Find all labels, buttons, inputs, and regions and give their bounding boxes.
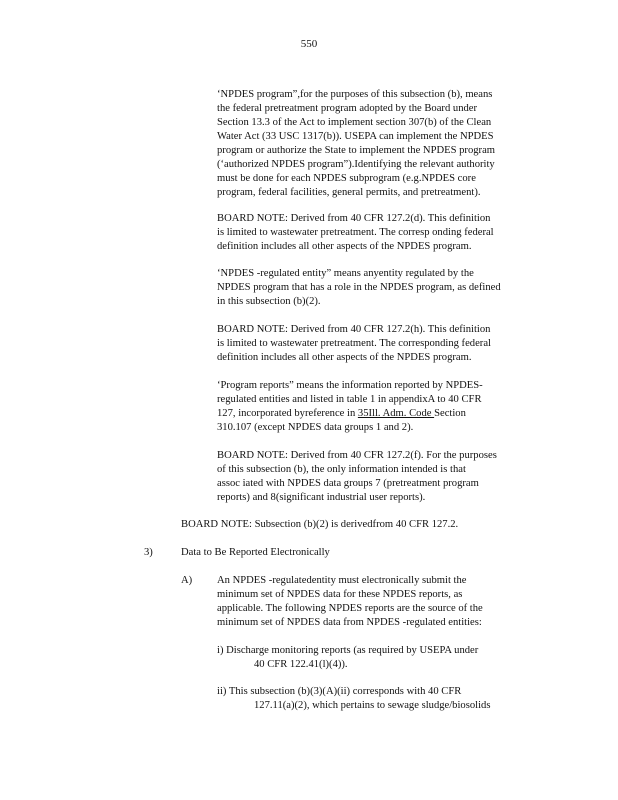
definition-npdes-regulated-entity (217, 267, 535, 309)
definition-npdes-program (217, 88, 535, 200)
text-line: reports) and 8(significant industrial user reports). (217, 492, 426, 503)
board-note-program-reports (217, 449, 535, 505)
text-line: (‘authorized NPDES program”).Identifying the relevant authority (217, 159, 495, 170)
text-line: ‘NPDES -regulated entity” means anyentity regulated by the (217, 268, 474, 279)
text-line: minimum set of NPDES data for these NPDES reports, as (217, 589, 463, 600)
section-title: Data to Be Reported Electronically (181, 547, 330, 558)
text-line: minimum set of NPDES data from NPDES -regulated entities: (217, 617, 482, 628)
text-line: definition includes all other aspects of the NPDES program. (217, 352, 472, 363)
text-line: assoc iated with NPDES data groups 7 (pretreatment program (217, 478, 479, 489)
section-number: 3) (144, 547, 153, 558)
text-line: ‘Program reports” means the information reported by NPDES- (217, 380, 483, 391)
text-line: An NPDES -regulatedentity must electronically submit the (217, 575, 467, 586)
text-line: Section 13.3 of the Act to implement section 307(b) of the Clean (217, 117, 492, 128)
text-line: ii) This subsection (b)(3)(A)(ii) corresponds with 40 CFR (217, 686, 462, 697)
list-item (217, 685, 535, 713)
board-note-npdes-regulated-entity (217, 323, 535, 365)
text-line: 127.11(a)(2), which pertains to sewage sludge/biosolids (254, 700, 491, 711)
text-line: i) Discharge monitoring reports (as required by USEPA under (217, 645, 479, 656)
text-line: definition includes all other aspects of the NPDES program. (217, 241, 472, 252)
text-line: ‘NPDES program”,for the purposes of this subsection (b), means (217, 89, 493, 100)
text-line: applicable. The following NPDES reports are the source of the (217, 603, 483, 614)
text-line: in this subsection (b)(2). (217, 296, 321, 307)
subsection-letter: A) (181, 575, 193, 586)
subsection-a-text (217, 574, 535, 630)
text-line: 40 CFR 122.41(l)(4)). (254, 659, 348, 670)
underlined-citation: 35Ill. Adm. Code (357, 408, 435, 419)
text-line (217, 407, 535, 421)
text-fragment: 127, incorporated byreference in (217, 408, 358, 419)
list-item (217, 644, 535, 672)
board-note-npdes-program (217, 212, 535, 254)
text-fragment: Section (434, 408, 466, 419)
page-number: 550 (300, 38, 318, 50)
text-line: NPDES program that has a role in the NPDES program, as defined (217, 282, 501, 293)
text-line: 310.107 (except NPDES data groups 1 and 2). (217, 422, 414, 433)
board-note-subsection: BOARD NOTE: Subsection (b)(2) is derivedfrom 40 CFR 127.2. (181, 519, 459, 530)
text-line: program or authorize the State to implement the NPDES program (217, 145, 496, 156)
text-line: is limited to wastewater pretreatment. The corresp onding federal (217, 227, 494, 238)
definition-program-reports (217, 379, 535, 435)
text-line: BOARD NOTE: Derived from 40 CFR 127.2(h). This definition (217, 324, 491, 335)
text-line: regulated entities and listed in table 1 in appendixA to 40 CFR (217, 394, 482, 405)
text-line: BOARD NOTE: Derived from 40 CFR 127.2(d). This definition (217, 213, 491, 224)
text-line: must be done for each NPDES subprogram (e.g.NPDES core (217, 173, 476, 184)
text-line: Water Act (33 USC 1317(b)). USEPA can implement the NPDES (217, 131, 494, 142)
text-line: program, federal facilities, general permits, and pretreatment). (217, 187, 481, 198)
text-line: the federal pretreatment program adopted by the Board under (217, 103, 478, 114)
text-line: BOARD NOTE: Derived from 40 CFR 127.2(f). For the purposes (217, 450, 497, 461)
text-line: is limited to wastewater pretreatment. The corresponding federal (217, 338, 491, 349)
text-line: of this subsection (b), the only information intended is that (217, 464, 466, 475)
